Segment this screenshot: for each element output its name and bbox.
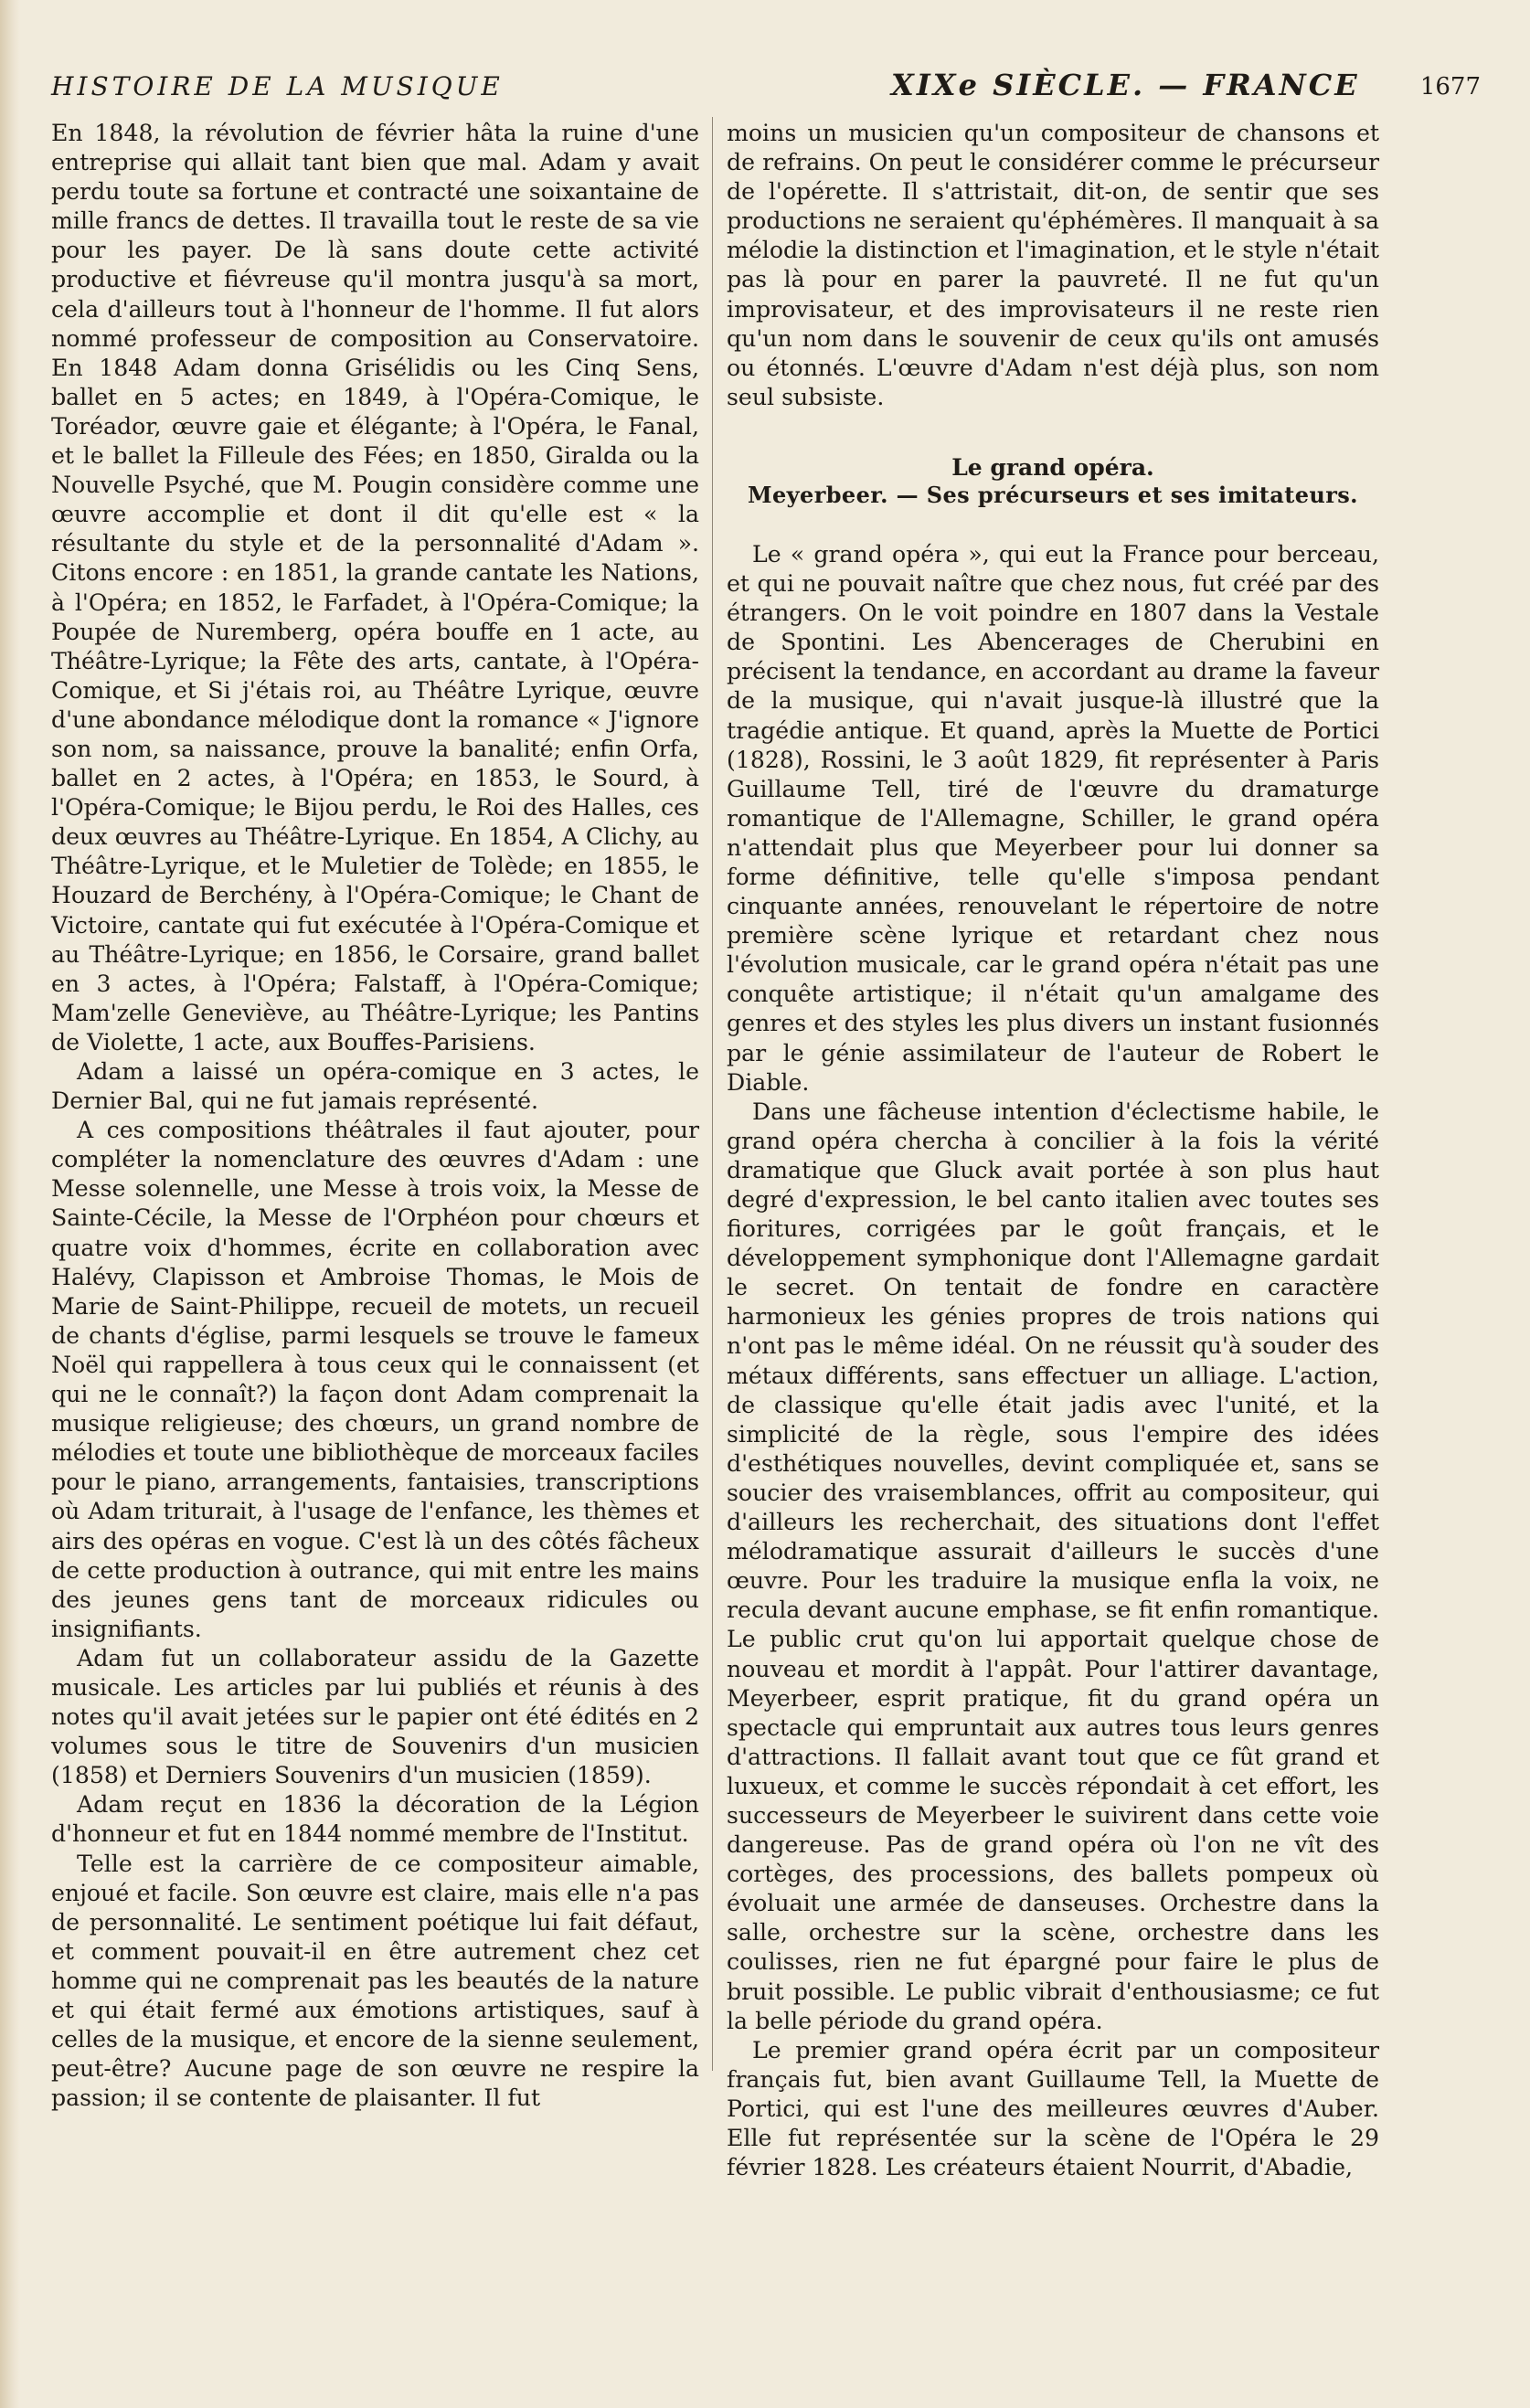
section-subtitle: Meyerbeer. — Ses précurseurs et ses imitateurs. — [748, 481, 1358, 508]
column-divider — [712, 117, 713, 2071]
running-header — [51, 68, 1481, 108]
page-number: 1677 — [1419, 73, 1481, 101]
paragraph: Adam reçut en 1836 la décoration de la Légion d'honneur et fut en 1844 nommé membre de l'Institut. — [51, 1791, 699, 1848]
left-column — [51, 115, 699, 2113]
paragraph: Telle est la carrière de ce compositeur aimable, enjoué et facile. Son œuvre est claire, mais elle n'a pas de personnalité. Le sentiment poétique lui fait défaut, et comment pouvait-il en être autrement chez cet homme qui ne comprenait pas les beautés de la nature et qui était fermé aux émotions artistiques, sauf à celles de la musique, et encore de la sienne seulement, peut-être? Aucune page de son œuvre ne respire la passion; il se contente de plaisanter. Il fut — [51, 1850, 699, 2112]
section-title: Le grand opéra. — [951, 453, 1154, 481]
header-section-title: XIXe SIÈCLE. — FRANCE — [891, 68, 1360, 102]
header-book-title: HISTOIRE DE LA MUSIQUE — [51, 71, 504, 101]
paragraph: A ces compositions théâtrales il faut ajouter, pour compléter la nomenclature des œuvres d'Adam : une Messe solennelle, une Messe à trois voix, la Messe de Sainte-Cécile, la Messe de l'Orphéon pour chœurs et quatre voix d'hommes, écrite en collaboration avec Halévy, Clapisson et Ambroise Thomas, le Mois de Marie de Saint-Philippe, recueil de motets, un recueil de chants d'église, parmi lesquels se trouve le fameux Noël qui rappellera à tous ceux qui le connaissent (et qui ne le connaît?) la façon dont Adam comprenait la musique religieuse; des chœurs, un grand nombre de mélodies et toute une bibliothèque de morceaux faciles pour le piano, arrangements, fantaisies, transcriptions où Adam triturait, à l'usage de l'enfance, les thèmes et airs des opéras en vogue. C'est là un des côtés fâcheux de cette production à outrance, qui mit entre les mains des jeunes gens tant de morceaux ridicules ou insignifiants. — [51, 1117, 699, 1642]
paragraph: Dans une fâcheuse intention d'éclectisme habile, le grand opéra chercha à concilier à la fois la vérité dramatique que Gluck avait portée à son plus haut degré d'expression, le bel canto italien avec toutes ses fioritures, corrigées par le goût français, et le développement symphonique dont l'Allemagne gardait le secret. On tentait de fondre en caractère harmonieux les génies propres de trois nations qui n'ont pas le même idéal. On ne réussit qu'à souder des métaux différents, sans effectuer un alliage. L'action, de classique qu'elle était jadis avec l'unité, et la simplicité de la règle, sous l'empire des idées d'esthétiques nouvelles, devint compliquée et, sans se soucier des vraisemblances, offrit au compositeur, qui d'ailleurs les recherchait, des situations dont l'effet mélodramatique assurait d'ailleurs le succès d'une œuvre. Pour les traduire la musique enfla la voix, ne recula devant aucune emphase, se fit enfin romantique. Le public crut qu'on lui apportait quelque chose de nouveau et mordit à l'appât. Pour l'attirer davantage, Meyerbeer, esprit pratique, fit du grand opéra un spectacle qui empruntait aux autres tous leurs genres d'attractions. Il fallait avant tout que ce fût grand et luxueux, et comme le succès répondait à cet effort, les successeurs de Meyerbeer le suivirent dans cette voie dangereuse. Pas de grand opéra où l'on ne vît des cortèges, des processions, des ballets pompeux où évoluait une armée de danseuses. Orchestre dans la salle, orchestre sur la scène, orchestre dans les coulisses, rien ne fut épargné pour faire le plus de bruit possible. Le public vibrait d'enthousiasme; ce fut la belle période du grand opéra. — [727, 1098, 1379, 2034]
paragraph: Le premier grand opéra écrit par un compositeur français fut, bien avant Guillaume Tell, la Muette de Portici, qui est l'une des meilleures œuvres d'Auber. Elle fut représentée sur la scène de l'Opéra le 29 février 1828. Les créateurs étaient Nourrit, d'Abadie, — [727, 2036, 1379, 2181]
paragraph: Adam a laissé un opéra-comique en 3 actes, le Dernier Bal, qui ne fut jamais représenté. — [51, 1058, 699, 1115]
paragraph: Adam fut un collaborateur assidu de la Gazette musicale. Les articles par lui publiés et réunis à des notes qu'il avait jetées sur le papier ont été édités en 2 volumes sous le titre de Souvenirs d'un musicien (1858) et Derniers Souvenirs d'un musicien (1859). — [51, 1644, 699, 1789]
page-binding-shadow — [0, 0, 20, 2408]
right-column — [727, 115, 1379, 2182]
paragraph-continued: moins un musicien qu'un compositeur de chansons et de refrains. On peut le considérer comme le précurseur de l'opérette. Il s'attristait, dit-on, de sentir que ses productions ne seraient qu'éphémères. Il manquait à sa mélodie la distinction et l'imagination, et le style n'était pas là pour en parer la pauvreté. Il ne fut qu'un improvisateur, et des improvisateurs il ne reste rien qu'un nom dans le souvenir de ceux qu'ils ont amusés ou étonnés. L'œuvre d'Adam n'est déjà plus, son nom seul subsiste. — [727, 120, 1379, 410]
paragraph: Le « grand opéra », qui eut la France pour berceau, et qui ne pouvait naître que chez nous, fut créé par des étrangers. On le voit poindre en 1807 dans la Vestale de Spontini. Les Abencerages de Cherubini en précisent la tendance, en accordant au drame la faveur de la musique, qui n'avait jusque-là illustré que la tragédie antique. Et quand, après la Muette de Portici (1828), Rossini, le 3 août 1829, fit représenter à Paris Guillaume Tell, tiré de l'œuvre du dramaturge romantique de l'Allemagne, Schiller, le grand opéra n'attendait plus que Meyerbeer pour lui donner sa forme définitive, telle qu'elle s'imposa pendant cinquante années, renouvelant le répertoire de notre première scène lyrique et retardant chez nous l'évolution musicale, car le grand opéra n'était pas une conquête artistique; il n'était qu'un amalgame des genres et des styles les plus divers un instant fusionnés par le génie assimilateur de l'auteur de Robert le Diable. — [727, 540, 1379, 1096]
paragraph: En 1848, la révolution de février hâta la ruine d'une entreprise qui allait tant bien que mal. Adam y avait perdu toute sa fortune et contracté une soixantaine de mille francs de dettes. Il travailla tout le reste de sa vie pour les payer. De là sans doute cette activité productive et fiévreuse qu'il montra jusqu'à sa mort, cela d'ailleurs tout à l'honneur de l'homme. Il fut alors nommé professeur de composition au Conservatoire. En 1848 Adam donna Grisélidis ou les Cinq Sens, ballet en 5 actes; en 1849, à l'Opéra-Comique, le Toréador, œuvre gaie et élégante; à l'Opéra, le Fanal, et le ballet la Filleule des Fées; en 1850, Giralda ou la Nouvelle Psyché, que M. Pougin considère comme une œuvre accomplie et dont il dit qu'elle est « la résultante du style et de la personnalité d'Adam ». Citons encore : en 1851, la grande cantate les Nations, à l'Opéra; en 1852, le Farfadet, à l'Opéra-Comique; la Poupée de Nuremberg, opéra bouffe en 1 acte, au Théâtre-Lyrique; la Fête des arts, cantate, à l'Opéra-Comique, et Si j'étais roi, au Théâtre Lyrique, œuvre d'une abondance mélodique dont la romance « J'ignore son nom, sa naissance, prouve la banalité; enfin Orfa, ballet en 2 actes, à l'Opéra; en 1853, le Sourd, à l'Opéra-Comique; le Bijou perdu, le Roi des Halles, ces deux œuvres au Théâtre-Lyrique. En 1854, A Clichy, au Théâtre-Lyrique, et le Muletier de Tolède; en 1855, le Houzard de Berchény, à l'Opéra-Comique; le Chant de Victoire, cantate qui fut exécutée à l'Opéra-Comique et au Théâtre-Lyrique; en 1856, le Corsaire, grand ballet en 3 actes, à l'Opéra; Falstaff, à l'Opéra-Comique; Mam'zelle Geneviève, au Théâtre-Lyrique; les Pantins de Violette, 1 acte, aux Bouffes-Parisiens. — [51, 120, 699, 1055]
